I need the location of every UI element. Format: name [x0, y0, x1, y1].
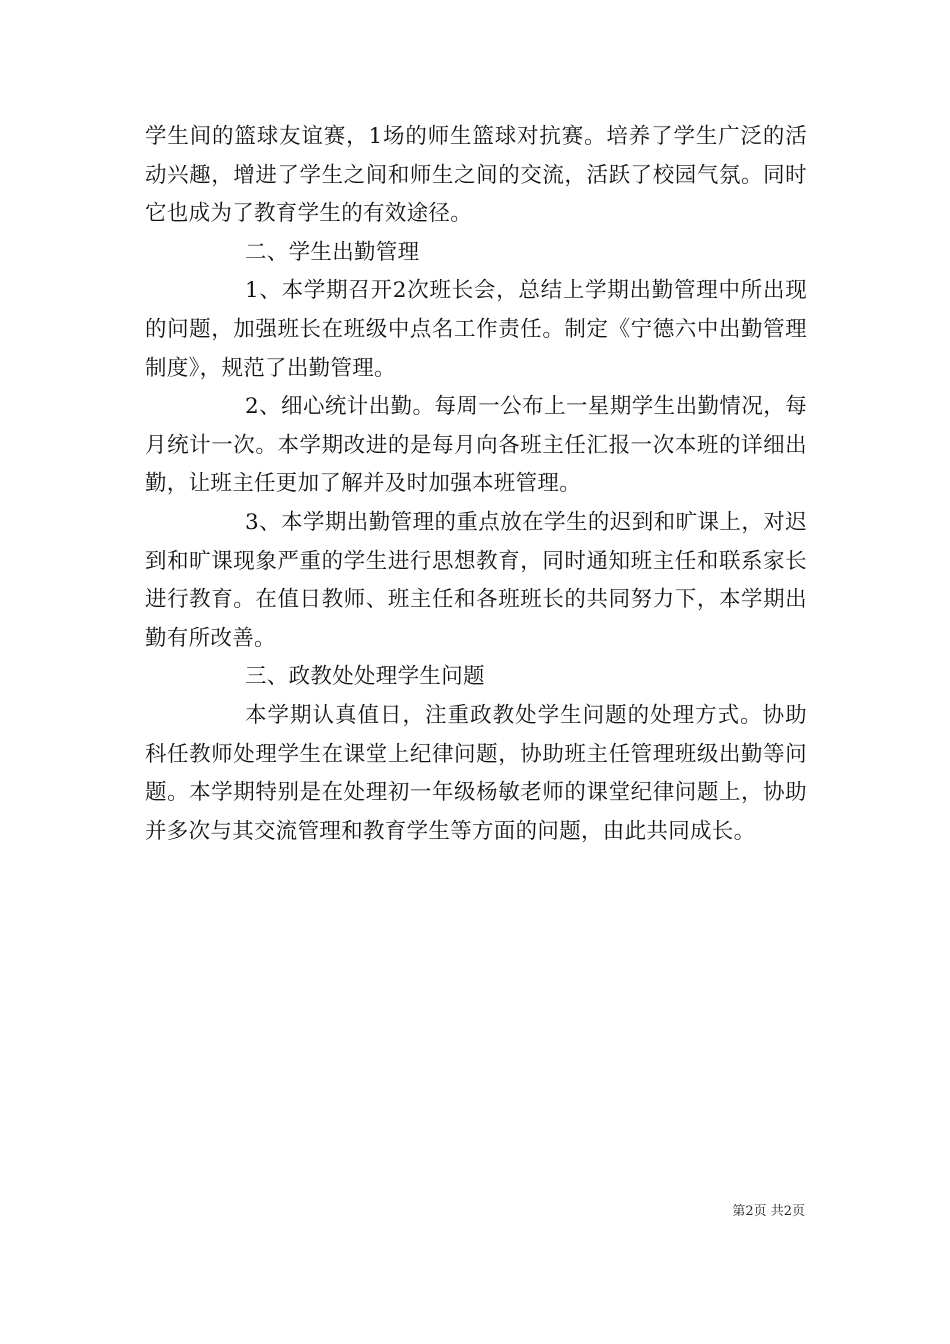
- document-body: [145, 118, 807, 851]
- paragraph-lateness-truancy: 3、本学期出勤管理的重点放在学生的迟到和旷课上，对迟到和旷课现象严重的学生进行思想教育，同时通知班主任和联系家长进行教育。在值日教师、班主任和各班班长的共同努力下，本学期出勤有所改善。: [145, 509, 807, 651]
- paragraph-monitor-meetings: 1、本学期召开2次班长会，总结上学期出勤管理中所出现的问题，加强班长在班级中点名工作责任。制定《宁德六中出勤管理制度》，规范了出勤管理。: [145, 278, 807, 381]
- section-heading-attendance: 二、学生出勤管理: [245, 239, 420, 265]
- paragraph-activities-summary: 学生间的篮球友谊赛，1场的师生篮球对抗赛。培养了学生广泛的活动兴趣，增进了学生之间和师生之间的交流，活跃了校园气氛。同时它也成为了教育学生的有效途径。: [145, 124, 807, 227]
- section-heading-student-issues: 三、政教处处理学生问题: [245, 664, 485, 690]
- paragraph-attendance-statistics: 2、细心统计出勤。每周一公布上一星期学生出勤情况，每月统计一次。本学期改进的是每月向各班主任汇报一次本班的详细出勤，让班主任更加了解并及时加强本班管理。: [145, 394, 807, 497]
- page-number-footer: 第2页 共2页: [732, 1204, 805, 1219]
- paragraph-student-issues: 本学期认真值日，注重政教处学生问题的处理方式。协助科任教师处理学生在课堂上纪律问题，协助班主任管理班级出勤等问题。本学期特别是在处理初一年级杨敏老师的课堂纪律问题上，协助并多次与其交流管理和教育学生等方面的问题，由此共同成长。: [145, 702, 807, 844]
